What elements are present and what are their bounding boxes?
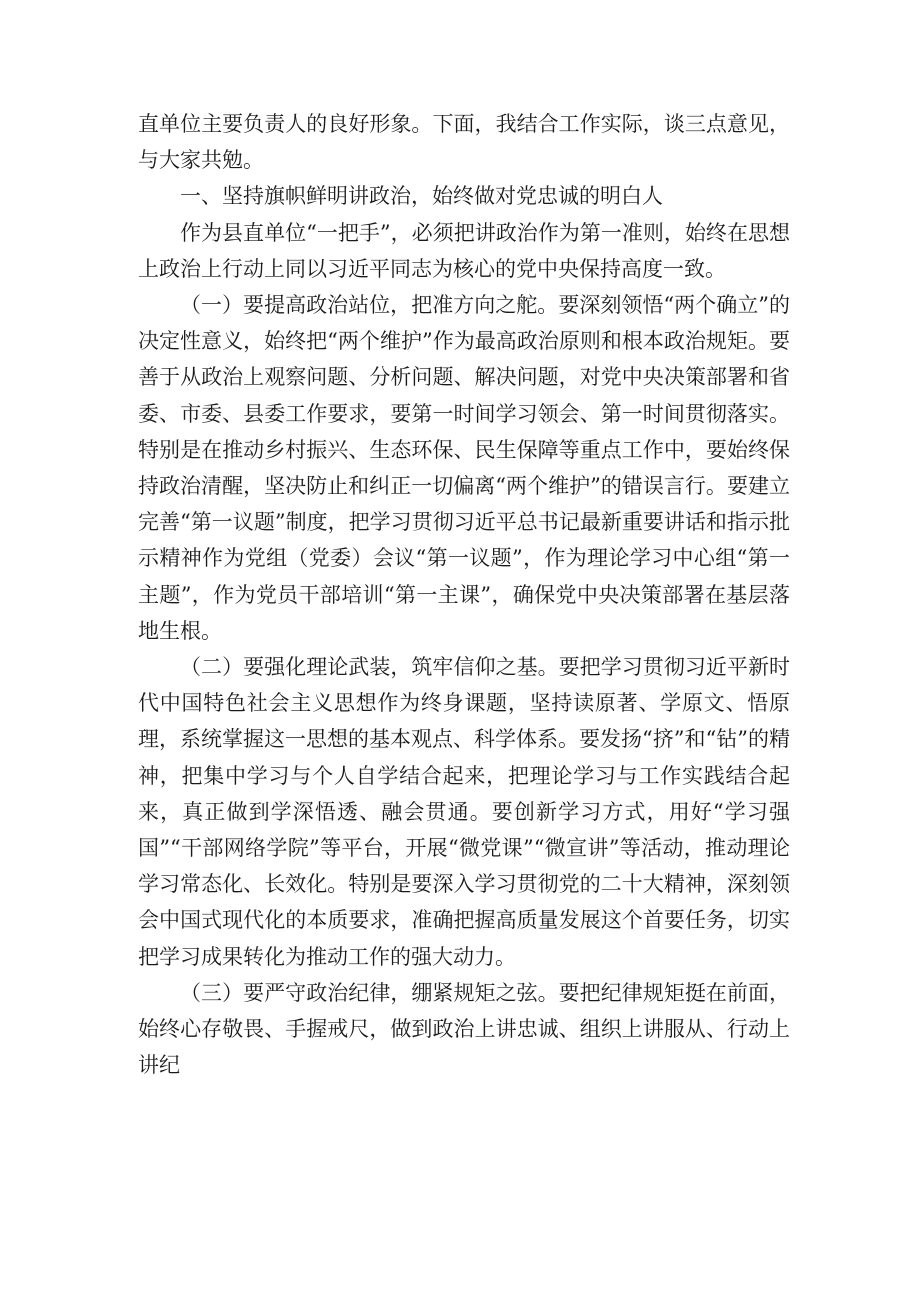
paragraph-subsection-2: （二）要强化理论武装，筑牢信仰之基。要把学习贯彻习近平新时代中国特色社会主义思想作为终身课题，坚持读原著、学原文、悟原理，系统掌握这一思想的基本观点、科学体系。要发扬“挤”和“钻”的精神，把集中学习与个人自学结合起来，把理论学习与工作实践结合起来，真正做到学深悟透、融会贯通。要创新学习方式，用好“学习强国”“干部网络学院”等平台，开展“微党课”“微宣讲”等活动，推动理论学习常态化、长效化。特别是要深入学习贯彻党的二十大精神，深刻领会中国式现代化的本质要求，准确把握高质量发展这个首要任务，切实把学习成果转化为推动工作的强大动力。 bbox=[138, 655, 790, 969]
paragraph-continuation: 直单位主要负责人的良好形象。下面，我结合工作实际，谈三点意见，与大家共勉。 bbox=[138, 112, 790, 173]
paragraph-intro: 作为县直单位“一把手”，必须把讲政治作为第一准则，始终在思想上政治上行动上同以习近平同志为核心的党中央保持高度一致。 bbox=[138, 220, 790, 281]
paragraph-subsection-3: （三）要严守政治纪律，绷紧规矩之弦。要把纪律规矩挺在前面，始终心存敬畏、手握戒尺，做到政治上讲忠诚、组织上讲服从、行动上讲纪 bbox=[138, 980, 790, 1078]
paragraph-subsection-1: （一）要提高政治站位，把准方向之舵。要深刻领悟“两个确立”的决定性意义，始终把“两个维护”作为最高政治原则和根本政治规矩。要善于从政治上观察问题、分析问题、解决问题，对党中央决策部署和省委、市委、县委工作要求，要第一时间学习领会、第一时间贯彻落实。特别是在推动乡村振兴、生态环保、民生保障等重点工作中，要始终保持政治清醒，坚决防止和纠正一切偏离“两个维护”的错误言行。要建立完善“第一议题”制度，把学习贯彻习近平总书记最新重要讲话和指示批示精神作为党组（党委）会议“第一议题”，作为理论学习中心组“第一主题”，作为党员干部培训“第一主课”，确保党中央决策部署在基层落地生根。 bbox=[138, 293, 790, 643]
section-heading-1: 一、坚持旗帜鲜明讲政治，始终做对党忠诚的明白人 bbox=[180, 184, 663, 209]
document-body bbox=[138, 106, 790, 1083]
